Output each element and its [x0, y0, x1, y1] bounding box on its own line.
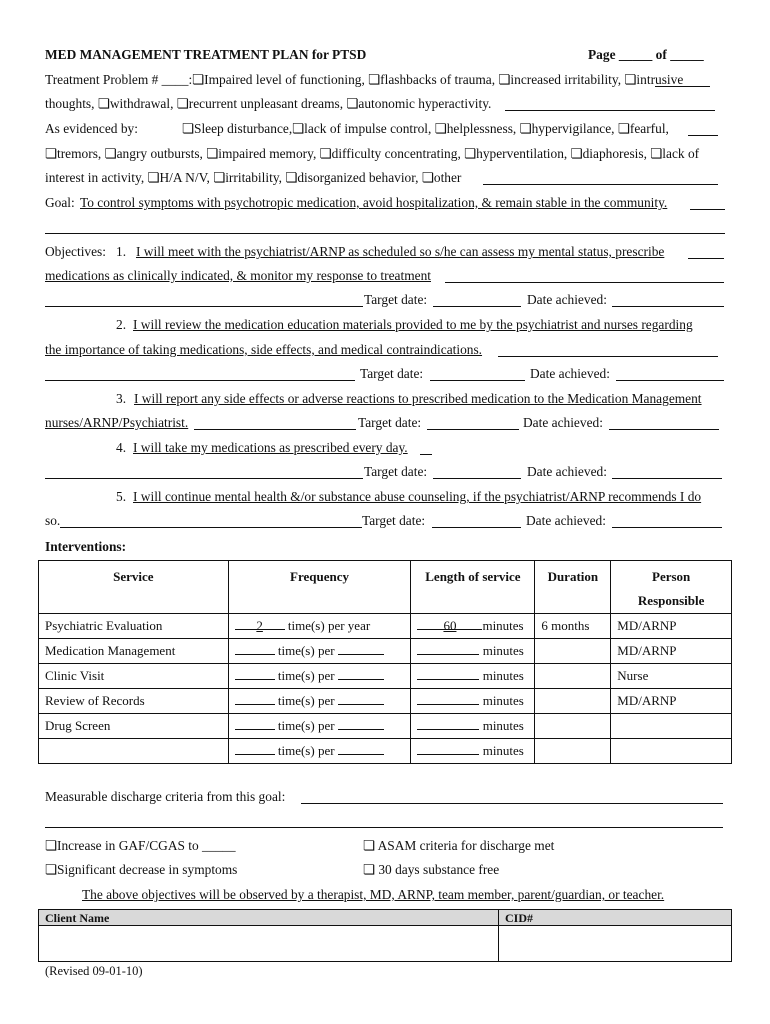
frequency-cell[interactable] [228, 639, 411, 664]
page-number-field[interactable]: Page _____ of _____ [588, 47, 704, 62]
objective-4-target-label: Target date: [364, 464, 428, 479]
table-row [39, 614, 732, 639]
person-cell[interactable]: MD/ARNP [611, 639, 732, 664]
length-cell[interactable] [411, 714, 535, 739]
service-cell: Review of Records [39, 689, 229, 714]
objective-4-number: 4. [116, 440, 127, 455]
goal-text: To control symptoms with psychotropic medication, avoid hospitalization, & remain stable in the community. [80, 195, 668, 210]
objective-5-achieved-label: Date achieved: [526, 513, 606, 528]
service-cell: Psychiatric Evaluation [39, 614, 229, 639]
service-cell: Drug Screen [39, 714, 229, 739]
treatment-problem-line-2[interactable]: thoughts, ❏withdrawal, ❏recurrent unpleasant dreams, ❏autonomic hyperactivity. [45, 96, 492, 111]
table-row [39, 739, 732, 764]
objectives-label: Objectives: [45, 244, 106, 259]
duration-cell[interactable] [535, 639, 611, 664]
frequency-cell[interactable] [228, 664, 411, 689]
frequency-period-field[interactable] [338, 743, 384, 755]
objective-2-number: 2. [116, 317, 127, 332]
table-row [39, 689, 732, 714]
col-service: Service [39, 561, 229, 614]
length-value[interactable] [417, 718, 479, 730]
length-value[interactable] [417, 643, 479, 655]
frequency-period-field[interactable] [338, 668, 384, 680]
frequency-suffix: time(s) per [277, 693, 335, 708]
table-row [39, 664, 732, 689]
objective-5-target-label: Target date: [362, 513, 426, 528]
objective-2-achieved-label: Date achieved: [530, 366, 610, 381]
client-name-field[interactable] [39, 926, 499, 962]
objective-3-target-field[interactable] [427, 429, 519, 430]
frequency-value[interactable] [235, 643, 275, 655]
length-value[interactable] [417, 743, 479, 755]
objective-2-target-field[interactable] [430, 380, 525, 381]
goal-label: Goal: [45, 195, 75, 210]
objective-1-target-label: Target date: [364, 292, 428, 307]
length-cell[interactable] [411, 664, 535, 689]
frequency-suffix: time(s) per [277, 643, 335, 658]
frequency-period-field[interactable] [338, 693, 384, 705]
frequency-cell[interactable] [228, 614, 411, 639]
length-cell[interactable] [411, 614, 535, 639]
frequency-suffix: time(s) per [277, 718, 335, 733]
objective-2-text-2: the importance of taking medications, side effects, and medical contraindications. [45, 342, 483, 357]
col-frequency: Frequency [228, 561, 411, 614]
person-cell[interactable]: Nurse [611, 664, 732, 689]
interventions-label: Interventions: [45, 539, 127, 554]
frequency-period-field[interactable] [338, 643, 384, 655]
observed-note: The above objectives will be observed by a therapist, MD, ARNP, team member, parent/guardian, or teacher. [82, 887, 665, 902]
discharge-criteria-field[interactable] [301, 803, 723, 804]
objective-3-achieved-label: Date achieved: [523, 415, 603, 430]
discharge-option-gaf[interactable]: ❏Increase in GAF/CGAS to _____ [45, 838, 236, 853]
discharge-option-asam[interactable]: ❏ ASAM criteria for discharge met [363, 838, 555, 853]
objective-1-achieved-label: Date achieved: [527, 292, 607, 307]
cid-label: CID# [505, 911, 534, 925]
objective-2-text: I will review the medication education materials provided to me by the psychiatrist and nurses regarding [133, 317, 693, 332]
evidenced-by-label: As evidenced by: [45, 121, 138, 136]
objective-1-text: I will meet with the psychiatrist/ARNP as scheduled so s/he can assess my mental status, prescribe [136, 244, 665, 259]
length-value[interactable]: 60 [417, 618, 482, 630]
frequency-cell[interactable] [228, 739, 411, 764]
frequency-value[interactable] [235, 668, 275, 680]
frequency-suffix: time(s) per year [287, 618, 371, 633]
length-value[interactable] [417, 668, 479, 680]
service-cell[interactable] [39, 739, 229, 764]
objective-1-text-2: medications as clinically indicated, & monitor my response to treatment [45, 268, 431, 283]
person-cell[interactable]: MD/ARNP [611, 689, 732, 714]
client-info-box [38, 909, 732, 962]
objective-5-text-2: so. [45, 513, 61, 528]
objective-5-number: 5. [116, 489, 127, 504]
duration-cell[interactable] [535, 664, 611, 689]
length-cell[interactable] [411, 639, 535, 664]
minutes-label: minutes [482, 743, 524, 758]
objective-4-target-field[interactable] [433, 478, 521, 479]
frequency-cell[interactable] [228, 714, 411, 739]
col-person [611, 561, 732, 614]
discharge-option-substance-free[interactable]: ❏ 30 days substance free [363, 862, 500, 877]
length-cell[interactable] [411, 689, 535, 714]
table-row [39, 714, 732, 739]
form-title: MED MANAGEMENT TREATMENT PLAN for PTSD [45, 47, 367, 62]
duration-cell[interactable] [535, 689, 611, 714]
person-cell[interactable] [611, 739, 732, 764]
col-person-line-2: Responsible [637, 593, 705, 608]
discharge-option-symptoms[interactable]: ❏Significant decrease in symptoms [45, 862, 238, 877]
objective-3-text: I will report any side effects or adverse reactions to prescribed medication to the Medication Management [134, 391, 702, 406]
interventions-header-row [39, 561, 732, 614]
discharge-criteria-field-2[interactable] [45, 827, 723, 828]
objective-3-text-2: nurses/ARNP/Psychiatrist. [45, 415, 189, 430]
objective-3-number: 3. [116, 391, 127, 406]
duration-cell[interactable] [535, 714, 611, 739]
minutes-label: minutes [482, 668, 524, 683]
length-cell[interactable] [411, 739, 535, 764]
interventions-table [38, 560, 732, 764]
treatment-problem-line-1[interactable]: Treatment Problem # ____:❏Impaired level of functioning, ❏flashbacks of trauma, ❏increased irritability, ❏intrusive [45, 72, 684, 87]
col-person-line-1: Person [652, 569, 691, 584]
client-name-label: Client Name [39, 910, 499, 925]
cid-field[interactable] [499, 926, 731, 962]
objective-3-target-label: Target date: [358, 415, 422, 430]
evidenced-by-line-3[interactable]: interest in activity, ❏H/A N/V, ❏irritability, ❏disorganized behavior, ❏other [45, 170, 462, 185]
frequency-value[interactable] [235, 743, 275, 755]
objective-1-number: 1. [116, 244, 127, 259]
discharge-criteria-label: Measurable discharge criteria from this goal: [45, 789, 286, 804]
objective-2-target-label: Target date: [360, 366, 424, 381]
objective-4-text: I will take my medications as prescribed every day. [133, 440, 408, 455]
frequency-value[interactable] [235, 718, 275, 730]
duration-cell[interactable] [535, 739, 611, 764]
frequency-cell[interactable] [228, 689, 411, 714]
objective-5-text: I will continue mental health &/or substance abuse counseling, if the psychiatrist/ARNP recommends I do [133, 489, 702, 504]
length-value[interactable] [417, 693, 479, 705]
minutes-label: minutes [482, 618, 524, 633]
minutes-label: minutes [482, 693, 524, 708]
evidenced-by-line-2[interactable]: ❏tremors, ❏angry outbursts, ❏impaired memory, ❏difficulty concentrating, ❏hyperventilation, ❏diaphoresis, ❏lack of [45, 146, 700, 161]
objective-5-target-field[interactable] [432, 527, 521, 528]
col-duration: Duration [535, 561, 611, 614]
service-cell: Medication Management [39, 639, 229, 664]
frequency-suffix: time(s) per [277, 668, 335, 683]
objective-4-achieved-label: Date achieved: [527, 464, 607, 479]
evidenced-by-line-1[interactable]: ❏Sleep disturbance,❏lack of impulse control, ❏helplessness, ❏hypervigilance, ❏fearful, [182, 121, 669, 136]
person-cell[interactable]: MD/ARNP [611, 614, 732, 639]
objective-1-target-field[interactable] [433, 306, 521, 307]
objective-2-achieved-field[interactable] [616, 380, 724, 381]
frequency-value[interactable]: 2 [235, 618, 285, 630]
objective-1-achieved-field[interactable] [612, 306, 724, 307]
objective-5-achieved-field[interactable] [612, 527, 722, 528]
frequency-suffix: time(s) per [277, 743, 335, 758]
person-cell[interactable] [611, 714, 732, 739]
minutes-label: minutes [482, 718, 524, 733]
minutes-label: minutes [482, 643, 524, 658]
col-length: Length of service [411, 561, 535, 614]
service-cell: Clinic Visit [39, 664, 229, 689]
objective-4-achieved-field[interactable] [612, 478, 722, 479]
revised-date: (Revised 09-01-10) [45, 964, 143, 978]
table-row [39, 639, 732, 664]
objective-3-achieved-field[interactable] [609, 429, 719, 430]
frequency-value[interactable] [235, 693, 275, 705]
duration-cell[interactable]: 6 months [535, 614, 611, 639]
frequency-period-field[interactable] [338, 718, 384, 730]
